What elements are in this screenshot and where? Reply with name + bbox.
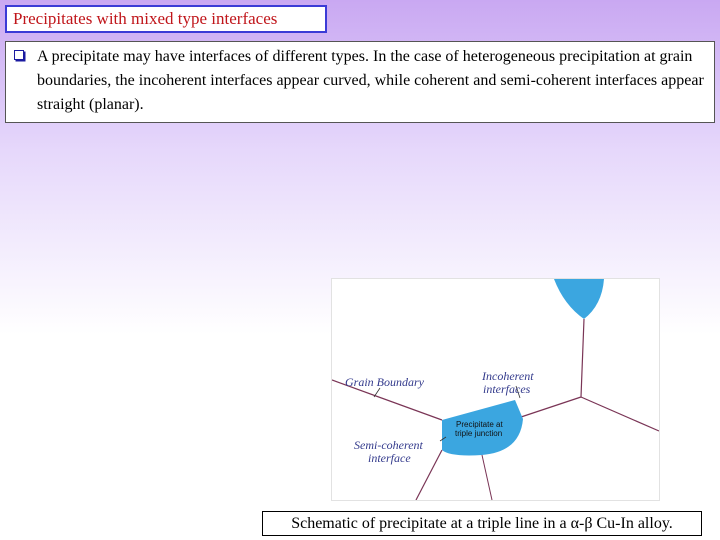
top-precipitate-shape bbox=[554, 279, 604, 319]
grain-boundary-lower bbox=[416, 450, 442, 500]
figure-caption: Schematic of precipitate at a triple line in a α-β Cu-In alloy. bbox=[262, 511, 702, 536]
grain-boundary-arrow bbox=[374, 388, 380, 397]
schematic-svg bbox=[332, 279, 659, 500]
incoherent-label-line1: Incoherent bbox=[482, 369, 534, 383]
square-bullet-icon bbox=[14, 50, 24, 60]
grain-boundary-label: Grain Boundary bbox=[345, 375, 424, 389]
slide-title: Precipitates with mixed type interfaces bbox=[5, 5, 327, 33]
content-box bbox=[5, 41, 715, 123]
incoherent-label-line2: interfaces bbox=[483, 382, 531, 396]
semicoherent-label-line1: Semi-coherent bbox=[354, 438, 423, 452]
precipitate-label-line2: triple junction bbox=[455, 429, 503, 438]
precipitate-schematic bbox=[332, 279, 659, 500]
grain-boundary-right bbox=[581, 397, 659, 431]
grain-boundary-bottom bbox=[482, 455, 492, 500]
semicoherent-label-line2: interface bbox=[368, 451, 411, 465]
bullet-text: A precipitate may have interfaces of different types. In the case of heterogeneous precipitation at grain boundaries, the incoherent interfaces appear curved, while coherent and semi-coherent interfaces appear straight (planar). bbox=[37, 48, 704, 113]
precipitate-label-line1: Precipitate at bbox=[456, 420, 503, 429]
